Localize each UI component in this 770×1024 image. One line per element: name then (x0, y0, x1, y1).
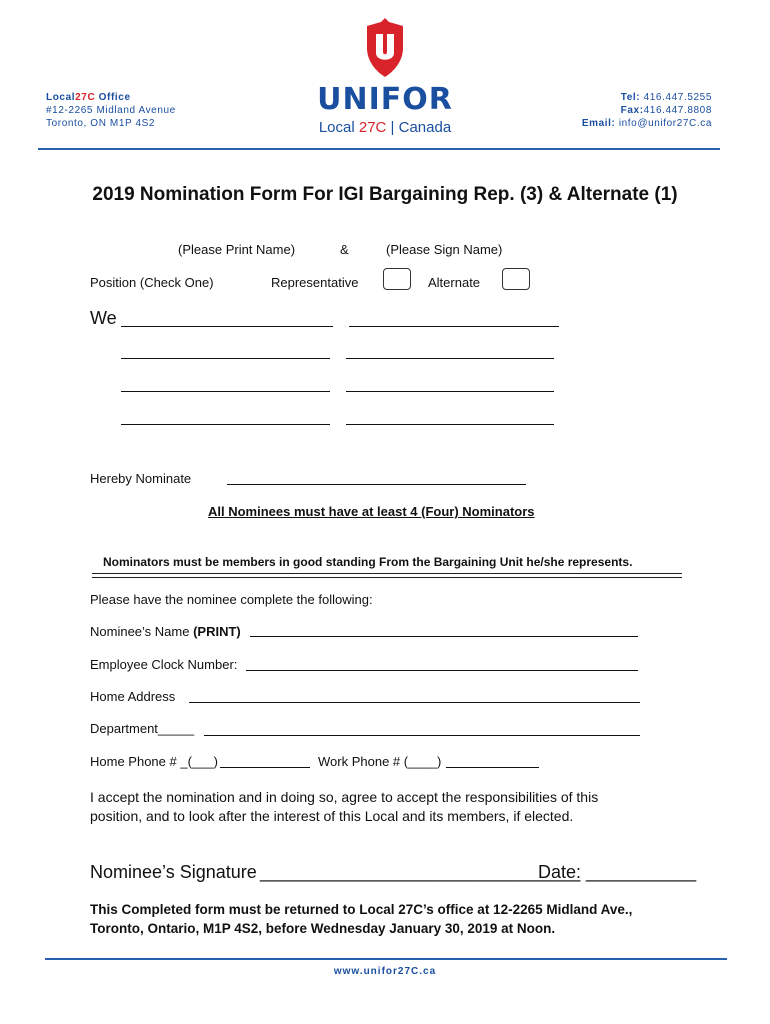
we-label: We (90, 308, 117, 328)
notice-divider (92, 573, 682, 578)
sign-name-heading: (Please Sign Name) (386, 242, 503, 257)
department-label: Department_____ (90, 721, 195, 736)
nominator-print-line-2[interactable] (121, 358, 330, 359)
fax-line (582, 104, 712, 117)
email-label: Email: (581, 118, 616, 129)
nominee-name-print: (PRINT) (193, 624, 241, 639)
position-label: Position (Check One) (90, 275, 214, 290)
nominee-name-label (90, 624, 241, 639)
brand-local-num: 27C (358, 119, 387, 136)
print-name-heading: (Please Print Name) (178, 242, 296, 257)
alternate-checkbox[interactable] (502, 268, 530, 290)
fax-value: 416.447.8808 (643, 105, 712, 116)
nominator-print-line-1[interactable] (121, 326, 333, 327)
return-line-2: Toronto, Ontario, M1P 4S2, before Wednesday January 30, 2019 at Noon. (90, 921, 556, 936)
office-address-line-1: #12-2265 Midland Avenue (46, 105, 176, 116)
acceptance-line-1: I accept the nomination and in doing so, agree to accept the responsibilities of this (90, 789, 599, 805)
nominator-sign-line-4[interactable] (346, 424, 554, 425)
signature-label: Nominee’s Signature (90, 862, 257, 882)
unifor-logo (300, 18, 470, 138)
shield-logo-icon (359, 18, 411, 78)
instructions: Please have the nominee complete the following: (90, 592, 373, 607)
brand-local-line (300, 119, 470, 136)
members-notice: Nominators must be members in good standing From the Bargaining Unit he/she represents. (103, 555, 633, 569)
office-title-suffix: Office (95, 92, 131, 103)
return-line-1: This Completed form must be returned to Local 27C’s office at 12-2265 Midland Ave., (90, 902, 633, 917)
brand-country: | Canada (386, 119, 452, 136)
clock-number-field[interactable] (246, 670, 638, 671)
clock-number-label: Employee Clock Number: (90, 657, 238, 672)
office-address-line-2: Toronto, ON M1P 4S2 (46, 118, 156, 129)
acceptance-statement (90, 788, 598, 826)
department-field[interactable] (204, 735, 640, 736)
office-title-prefix: Local (46, 92, 76, 103)
hereby-nominate-label: Hereby Nominate (90, 471, 192, 486)
nominee-name-field[interactable] (250, 636, 638, 637)
nominator-sign-line-3[interactable] (346, 391, 554, 392)
brand-wordmark: UNIFOR (317, 82, 453, 117)
home-phone-field[interactable] (220, 767, 310, 768)
brand-local: Local (318, 119, 359, 136)
nominators-notice: All Nominees must have at least 4 (Four) Nominators (208, 504, 535, 519)
nominator-sign-line-2[interactable] (346, 358, 554, 359)
work-phone-label: Work Phone # (____) (318, 754, 442, 769)
nominator-sign-line-1[interactable] (349, 326, 559, 327)
nominee-line[interactable] (227, 484, 526, 485)
footer-divider (45, 958, 727, 960)
date-field[interactable]: Date: ___________ (538, 862, 697, 882)
signature-line[interactable]: ________________________________ (260, 862, 581, 882)
nominee-name-text: Nominee’s Name (90, 624, 194, 639)
home-phone-label: Home Phone # _(___) (90, 754, 218, 769)
header-divider (38, 148, 720, 150)
office-address (46, 91, 176, 130)
footer-url[interactable]: www.unifor27C.ca (333, 966, 437, 977)
return-instructions (90, 900, 632, 938)
tel-label: Tel: (620, 92, 641, 103)
nominator-print-line-4[interactable] (121, 424, 330, 425)
home-address-label: Home Address (90, 689, 176, 704)
tel-value: 416.447.5255 (640, 92, 712, 103)
representative-label: Representative (271, 275, 359, 290)
email-line (582, 117, 712, 130)
office-title-num: 27C (75, 92, 96, 103)
contact-info (582, 91, 712, 130)
home-address-field[interactable] (189, 702, 640, 703)
work-phone-field[interactable] (446, 767, 539, 768)
form-title: 2019 Nomination Form For IGI Bargaining Rep. (3) & Alternate (1) (92, 184, 678, 205)
nominator-print-line-3[interactable] (121, 391, 330, 392)
office-title (46, 91, 176, 104)
ampersand: & (340, 242, 349, 257)
fax-label: Fax: (620, 105, 644, 116)
alternate-label: Alternate (428, 275, 481, 290)
acceptance-line-2: position, and to look after the interest of this Local and its members, if elected. (90, 808, 574, 824)
tel-line (582, 91, 712, 104)
email-value[interactable]: info@unifor27C.ca (615, 118, 712, 129)
representative-checkbox[interactable] (383, 268, 411, 290)
